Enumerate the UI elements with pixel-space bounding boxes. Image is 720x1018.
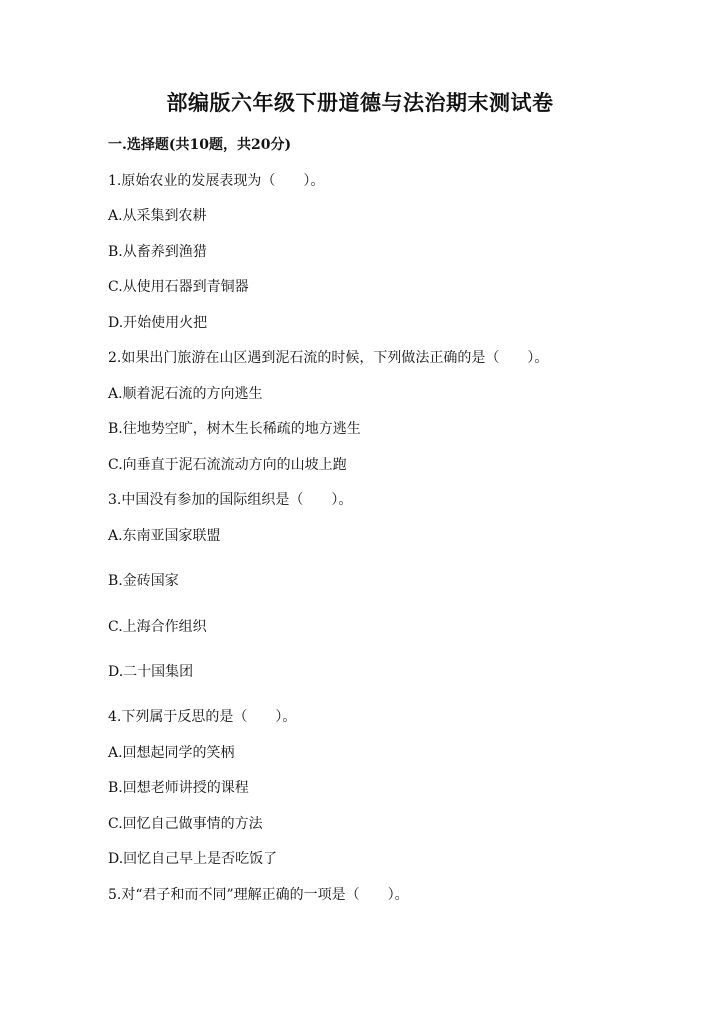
question-4-option-b: B.回想老师讲授的课程 xyxy=(108,780,249,796)
question-1-option-a: A.从采集到农耕 xyxy=(108,208,207,224)
question-3-option-d: D.二十国集团 xyxy=(108,664,194,680)
question-2-stem: 2.如果出门旅游在山区遇到泥石流的时候，下列做法正确的是（ ）。 xyxy=(108,350,549,366)
question-1-option-c: C.从使用石器到青铜器 xyxy=(108,279,249,295)
question-1-stem: 1.原始农业的发展表现为（ ）。 xyxy=(108,173,325,189)
page-title: 部编版六年级下册道德与法治期末测试卷 xyxy=(166,90,554,115)
question-4-option-c: C.回忆自己做事情的方法 xyxy=(108,816,263,832)
question-4-stem: 4.下列属于反思的是（ ）。 xyxy=(108,709,297,725)
question-4-option-d: D.回忆自己早上是否吃饭了 xyxy=(108,851,278,867)
question-2-option-c: C.向垂直于泥石流流动方向的山坡上跑 xyxy=(108,457,347,473)
question-1-option-b: B.从畜养到渔猎 xyxy=(108,244,207,260)
question-5-stem: 5.对“君子和而不同”理解正确的一项是（ ）。 xyxy=(108,887,409,903)
question-2-option-b: B.往地势空旷，树木生长稀疏的地方逃生 xyxy=(108,421,361,437)
question-4-option-a: A.回想起同学的笑柄 xyxy=(108,745,235,761)
question-3-stem: 3.中国没有参加的国际组织是（ ）。 xyxy=(108,492,353,508)
question-3-option-c: C.上海合作组织 xyxy=(108,619,207,635)
section-heading: 一.选择题(共10题，共20分) xyxy=(108,137,292,153)
question-3-option-b: B.金砖国家 xyxy=(108,573,179,589)
question-2-option-a: A.顺着泥石流的方向逃生 xyxy=(108,386,263,402)
question-1-option-d: D.开始使用火把 xyxy=(108,315,208,331)
question-3-option-a: A.东南亚国家联盟 xyxy=(108,528,221,544)
